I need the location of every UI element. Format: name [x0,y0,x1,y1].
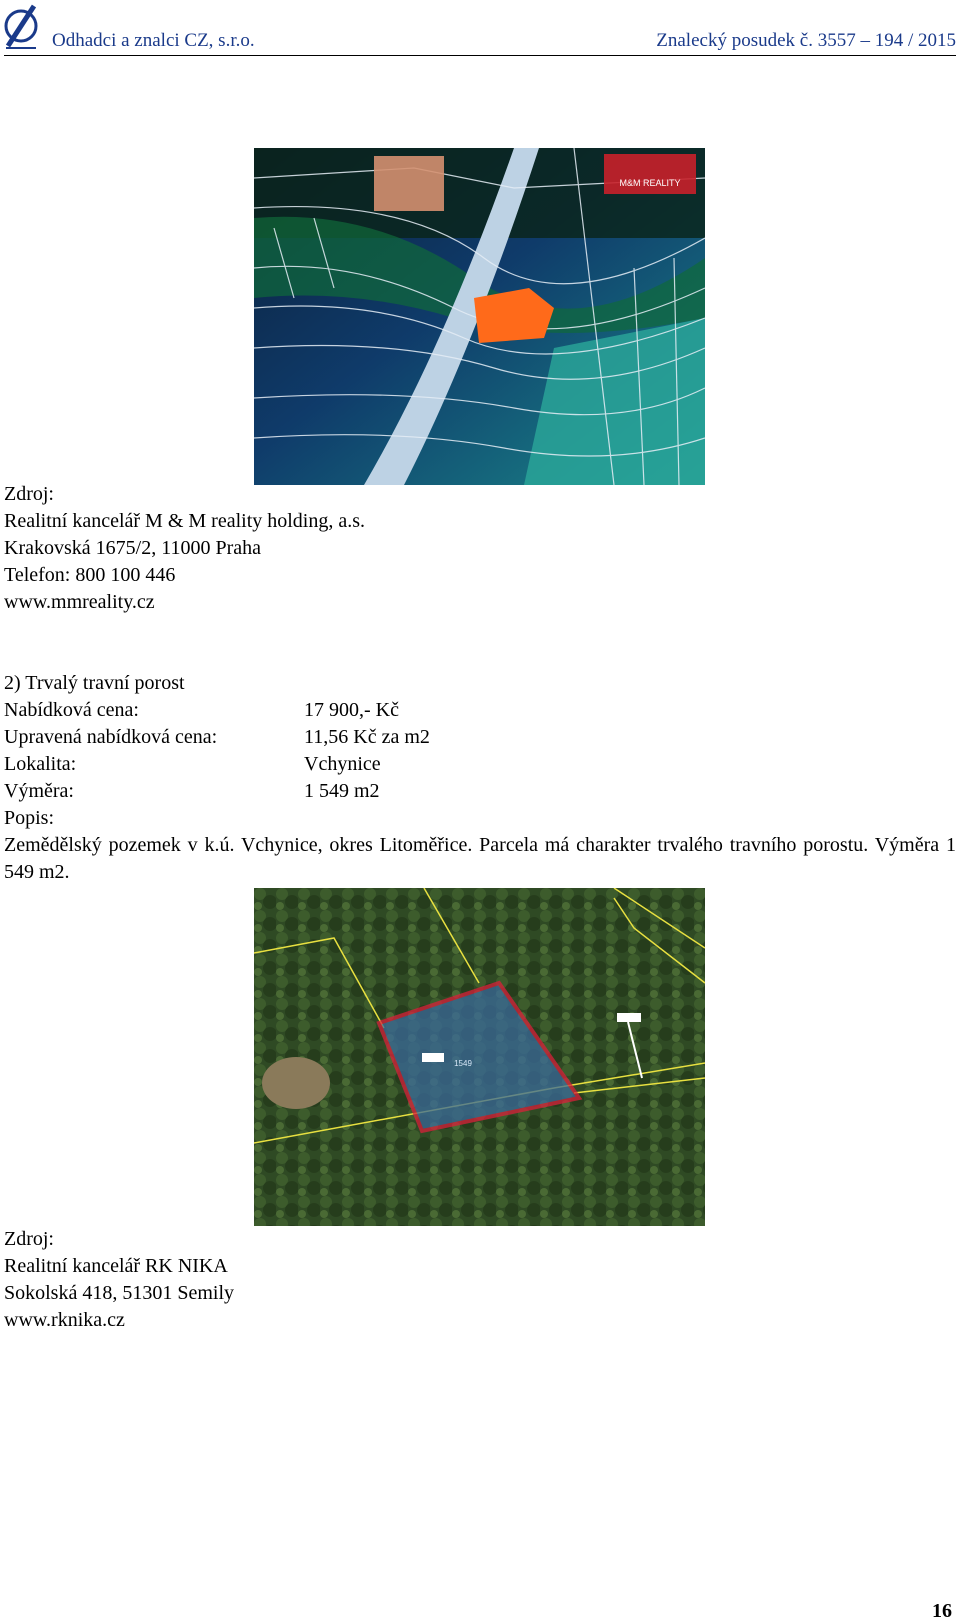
header-divider [4,55,956,56]
offer2-section [4,670,956,886]
popis-label: Popis: [4,807,55,829]
field-row [4,697,956,724]
field-value: 1 549 m2 [304,780,380,802]
page-number: 16 [932,1600,952,1622]
field-label: Nabídková cena: [4,699,139,721]
source2-url[interactable]: www.rknika.cz [4,1309,125,1331]
field-row [4,751,956,778]
field-value: Vchynice [304,753,381,775]
source1-line: Krakovská 1675/2, 11000 Praha [4,537,261,559]
source1-line: Telefon: 800 100 446 [4,564,176,586]
source2-line: Realitní kancelář RK NIKA [4,1255,228,1277]
company-logo [4,2,38,52]
field-label: Lokalita: [4,753,77,775]
source1-label: Zdroj: [4,483,54,505]
watermark-text: M&M REALITY [619,178,681,188]
source2-line: Sokolská 418, 51301 Semily [4,1282,235,1304]
source2-label: Zdroj: [4,1228,54,1250]
offer2-description: Zemědělský pozemek v k.ú. Vchynice, okres Litoměřice. Parcela má charakter trvalého travního porostu. Výměra 1 549 m2. [4,834,956,883]
field-label: Výměra: [4,780,74,802]
field-value: 17 900,- Kč [304,699,399,721]
source1-line: Realitní kancelář M & M reality holding, a.s. [4,510,366,532]
document-number: Znalecký posudek č. 3557 – 194 / 2015 [656,30,956,51]
cadastral-map-photo [254,148,705,485]
parcel-label: 1549 [454,1059,472,1068]
company-name: Odhadci a znalci CZ, s.r.o. [52,30,255,51]
field-row [4,724,956,751]
source1-url[interactable]: www.mmreality.cz [4,591,155,613]
field-row [4,778,956,805]
field-value: 11,56 Kč za m2 [304,726,430,748]
field-label: Upravená nabídková cena: [4,726,218,748]
page-header [0,0,960,56]
aerial-parcel-photo [254,888,705,1226]
offer2-heading: 2) Trvalý travní porost [4,672,185,694]
